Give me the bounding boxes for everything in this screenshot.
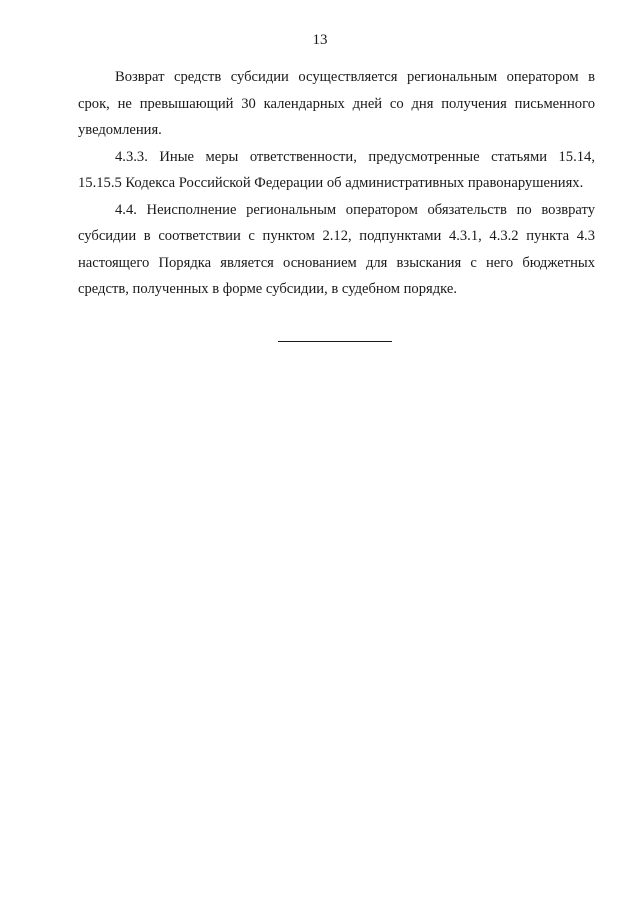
paragraph-subsidy-return-term: Возврат средств субсидии осуществляется региональным оператором в срок, не превышающий 30 календарных дней со дня получения письменного уведомления.: [78, 69, 595, 138]
paragraph-4-4: 4.4. Неисполнение региональным оператором обязательств по возврату субсидии в соответствии с пунктом 2.12, подпунктами 4.3.1, 4.3.2 пункта 4.3 настоящего Порядка является основанием для взыскания с него бюджетных средств, полученных в форме субсидии, в судебном порядке.: [78, 201, 595, 297]
end-separator-line: [278, 341, 392, 342]
page-number: 13: [312, 32, 328, 48]
paragraph-4-3-3: 4.3.3. Иные меры ответственности, предусмотренные статьями 15.14, 15.15.5 Кодекса Российской Федерации об административных правонарушениях.: [78, 148, 595, 191]
document-body: [78, 64, 595, 303]
